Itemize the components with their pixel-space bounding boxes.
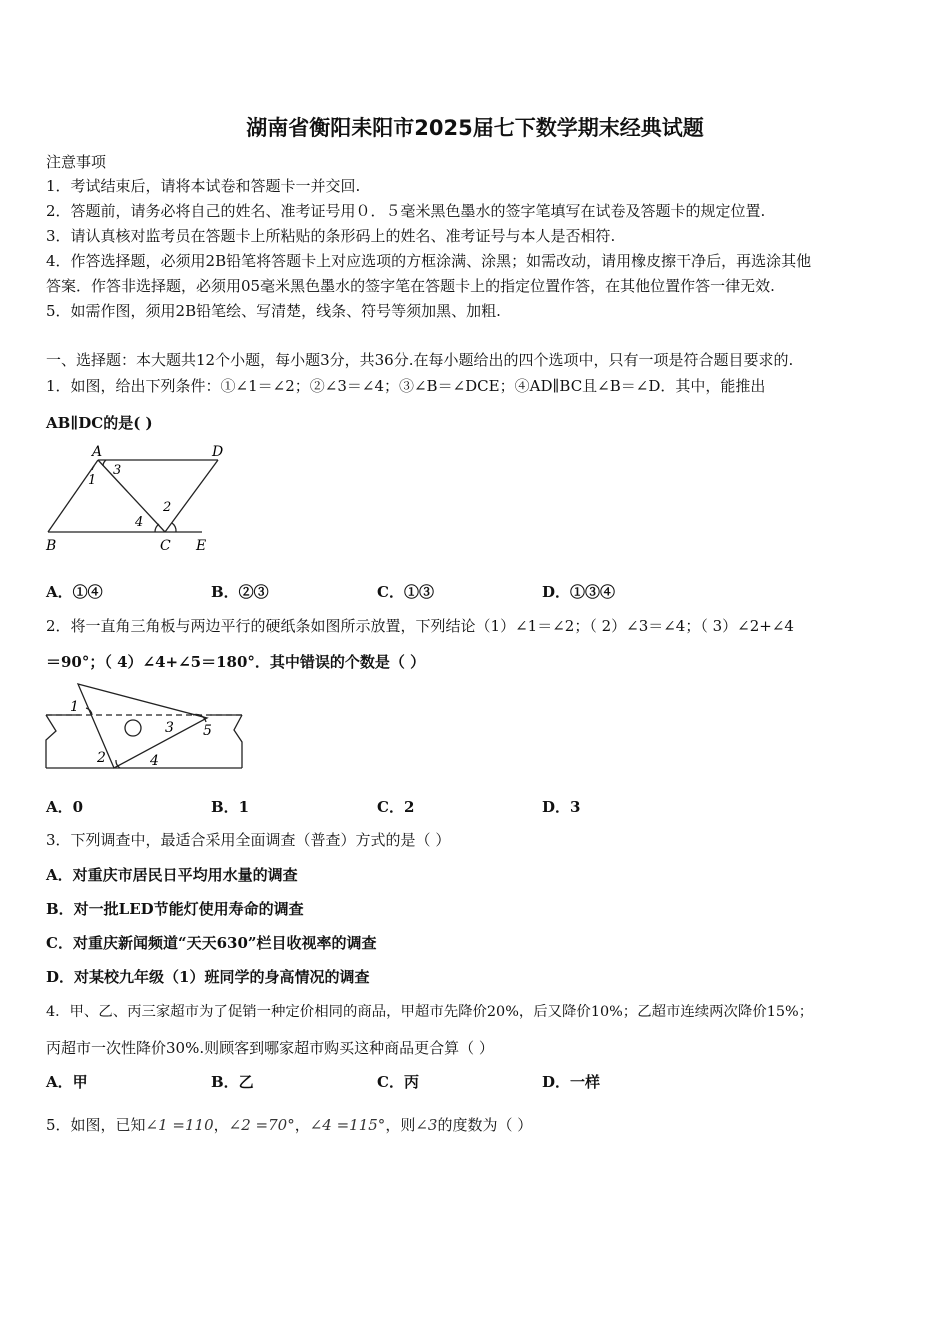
section-heading: 一、选择题：本大题共12个小题，每小题3分，共36分.在每小题给出的四个选项中，只有一项是符合题目要求的.: [46, 351, 794, 369]
q1-angle-1: 1: [88, 473, 97, 488]
note-item: 4．作答选择题，必须用2B铅笔将答题卡上对应选项的方框涂满、涂黑；如需改动，请用橡皮擦干净后，再选涂其他: [46, 252, 812, 270]
q1-stem-line1: 1．如图，给出下列条件：①∠1＝∠2；②∠3＝∠4；③∠B＝∠DCE；④AD∥BC且∠B＝∠D．其中，能推出: [46, 377, 766, 395]
q5-stem: [46, 1114, 532, 1136]
q1-label-E: E: [196, 538, 207, 554]
note-item: 1．考试结束后，请将本试卷和答题卡一并交回.: [46, 177, 361, 195]
q2-angle-3: 3: [165, 720, 174, 736]
page-title: 湖南省衡阳耒阳市2025届七下数学期末经典试题: [246, 116, 704, 140]
q5-sep: ，: [294, 1116, 310, 1134]
q1-option-a[interactable]: A．①④: [46, 583, 103, 601]
q2-angle-4: 4: [150, 753, 159, 769]
q1-label-C: C: [160, 538, 171, 554]
q1-option-b[interactable]: B．②③: [211, 583, 269, 601]
q2-option-d[interactable]: D．3: [542, 798, 581, 816]
q5-math-angle2: ∠2 =70°: [228, 1116, 295, 1134]
q1-option-c[interactable]: C．①③: [377, 583, 434, 601]
q2-stem-line1: 2．将一直角三角板与两边平行的硬纸条如图所示放置，下列结论（1）∠1＝∠2；（ 2）∠3＝∠4；（ 3）∠2+∠4: [46, 617, 794, 635]
q1-figure-parallelogram: [40, 440, 224, 555]
q4-option-d[interactable]: D．一样: [542, 1073, 601, 1091]
q4-option-c[interactable]: C．丙: [377, 1073, 419, 1091]
q2-option-c[interactable]: C．2: [377, 798, 415, 816]
q4-option-b[interactable]: B．乙: [211, 1073, 254, 1091]
q1-angle-4: 4: [135, 515, 144, 530]
q2-option-a[interactable]: A．0: [46, 798, 84, 816]
q1-label-D: D: [212, 444, 224, 460]
q5-suffix: 的度数为（ ）: [437, 1116, 533, 1134]
q1-label-B: B: [46, 538, 57, 554]
q5-math-angle1: ∠1 =110: [145, 1116, 214, 1134]
q3-stem: 3．下列调查中，最适合采用全面调查（普查）方式的是（ ）: [46, 831, 451, 849]
q4-option-a[interactable]: A．甲: [46, 1073, 88, 1091]
q5-math-angle3: ∠3: [415, 1116, 438, 1134]
q5-prefix: 5．如图，已知: [46, 1116, 146, 1134]
q2-stem-line2: ＝90°；（ 4）∠4+∠5＝180°．其中错误的个数是（ ）: [46, 653, 426, 671]
q1-stem-line2: AB∥DC的是( ): [46, 414, 153, 432]
note-item: 5．如需作图，须用2B铅笔绘、写清楚，线条、符号等须加黑、加粗.: [46, 302, 501, 320]
note-item: 3．请认真核对监考员在答题卡上所粘贴的条形码上的姓名、准考证号与本人是否相符.: [46, 227, 616, 245]
q3-option-a[interactable]: A．对重庆市居民日平均用水量的调查: [46, 866, 298, 884]
q1-label-A: A: [92, 444, 103, 460]
notes-heading: 注意事项: [46, 153, 107, 171]
q2-angle-5: 5: [203, 723, 212, 739]
q2-figure-triangle-strip: [42, 678, 252, 778]
q4-stem-line1: 4．甲、乙、丙三家超市为了促销一种定价相同的商品，甲超市先降价20%，后又降价10%；乙超市连续两次降价15%；: [46, 1004, 814, 1020]
q5-sep: ，: [213, 1116, 229, 1134]
q5-sep: ，则: [385, 1116, 416, 1134]
q2-option-b[interactable]: B．1: [211, 798, 250, 816]
q1-angle-3: 3: [113, 463, 122, 478]
q1-option-d[interactable]: D．①③④: [542, 583, 616, 601]
q3-option-c[interactable]: C．对重庆新闻频道“天天630”栏目收视率的调查: [46, 934, 377, 952]
q4-stem-line2: 丙超市一次性降价30%.则顾客到哪家超市购买这种商品更合算（ ）: [46, 1039, 494, 1057]
note-item: 2．答题前，请务必将自己的姓名、准考证号用０．５毫米黑色墨水的签字笔填写在试卷及答题卡的规定位置.: [46, 202, 766, 220]
q2-angle-1: 1: [70, 699, 79, 715]
q1-angle-2: 2: [163, 500, 172, 515]
q5-math-angle4: ∠4 =115°: [309, 1116, 386, 1134]
note-item: 答案．作答非选择题，必须用05毫米黑色墨水的签字笔在答题卡上的指定位置作答，在其他位置作答一律无效.: [46, 277, 775, 295]
q3-option-d[interactable]: D．对某校九年级（1）班同学的身高情况的调查: [46, 968, 370, 986]
q3-option-b[interactable]: B．对一批LED节能灯使用寿命的调查: [46, 900, 304, 918]
q2-angle-2: 2: [97, 750, 106, 766]
